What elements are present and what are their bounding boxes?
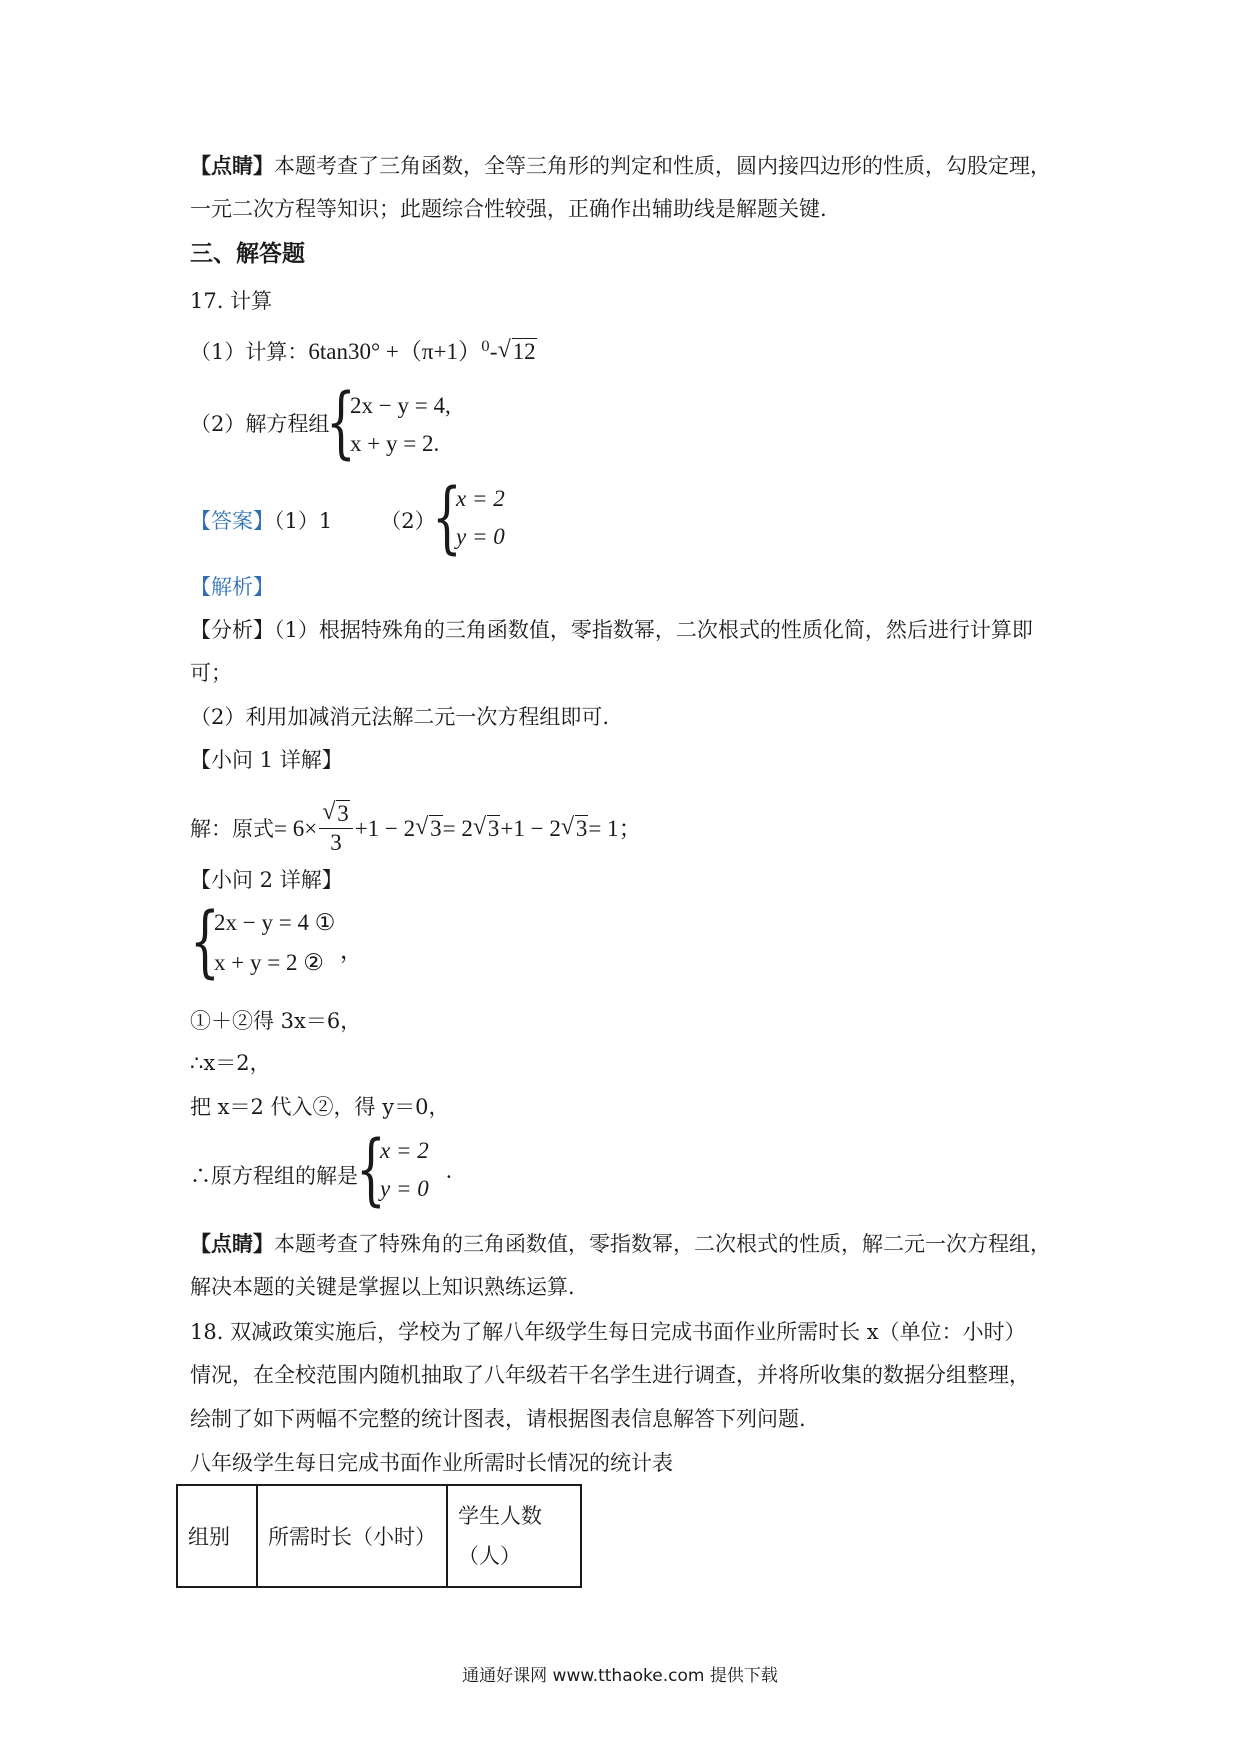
sub2-eq2: x + y = 2 ②: [214, 950, 324, 975]
q17-part1: [190, 333, 537, 366]
q18-line-2: 情况，在全校范围内随机抽取了八年级若干名学生进行调查，并将所收集的数据分组整理，: [190, 1363, 1030, 1387]
sub2-step-3: 把 x＝2 代入②，得 y＝0，: [190, 1095, 450, 1119]
brace-icon: {: [432, 473, 462, 563]
sub2-sol1: x = 2: [380, 1138, 429, 1163]
q17-eq2: x + y = 2.: [350, 431, 440, 456]
dianjing-tag: 【点睛】: [190, 153, 274, 178]
sub2-tag: 【小问 2 详解】: [190, 868, 343, 892]
sub2-step-4: ∴原方程组的解是: [190, 1164, 358, 1188]
answer-sol1: x = 2: [456, 486, 505, 511]
section-title: 三、解答题: [190, 241, 305, 267]
dianjing-1-text: 本题考查了三角函数，全等三角形的判定和性质，圆内接四边形的性质，勾股定理，: [274, 154, 1051, 178]
dianjing-2-line-2: 解决本题的关键是掌握以上知识熟练运算.: [190, 1275, 575, 1299]
sub1-tag: 【小问 1 详解】: [190, 748, 343, 772]
q17-part1-expr: 6tan30° +（π+1）: [308, 339, 481, 364]
sqrt-12: √ 12: [498, 338, 537, 366]
analysis-tag: 【解析】: [190, 575, 274, 599]
answer-tag: 【答案】: [190, 509, 274, 533]
q17-title: 17. 计算: [190, 289, 273, 313]
answer-system: [432, 473, 552, 563]
dianjing-1-line-2: 一元二次方程等知识；此题综合性较强，正确作出辅助线是解题关键.: [190, 197, 827, 221]
q17-eq1: 2x − y = 4,: [350, 393, 451, 418]
q18-table-caption: 八年级学生每日完成书面作业所需时长情况的统计表: [190, 1451, 673, 1475]
dianjing-1-line-1: [190, 152, 1051, 180]
fenxi-tag: 【分析】: [190, 618, 274, 642]
brace-icon: {: [356, 1125, 386, 1215]
fenxi-line-1: [190, 616, 1033, 644]
answer-sol2: y = 0: [456, 524, 505, 549]
fenxi-line-2: 可；: [190, 661, 232, 685]
q17-system: [326, 378, 526, 469]
q17-part1-exponent: 0: [480, 339, 490, 355]
dianjing-2-tag: 【点睛】: [190, 1231, 274, 1256]
sub2-eq1: 2x − y = 4 ①: [214, 910, 336, 935]
footer: 通通好课网 www.tthaoke.com 提供下载: [462, 1666, 778, 1686]
table-header-students: 学生人数 （人）: [447, 1485, 581, 1587]
q17-part2-prefix: （2）解方程组: [190, 412, 330, 436]
sub2-comma: ，: [340, 938, 363, 963]
stat-table: [176, 1484, 582, 1588]
brace-icon: {: [190, 897, 220, 987]
sub1-computation: 解：原式= 6× √ $\frac{3}{3}$ +1 − 2√ 3= 2√ 3+1 − 2√ 3= 1；: [190, 802, 642, 859]
sub2-sol2: y = 0: [380, 1176, 429, 1201]
table-header-group: 组别: [177, 1485, 257, 1587]
q18-line-1: 18. 双减政策实施后，学校为了解八年级学生每日完成书面作业所需时长 x（单位：小时）: [190, 1320, 1026, 1344]
dianjing-2-text: 本题考查了特殊角的三角函数值，零指数幂，二次根式的性质，解二元一次方程组，: [274, 1232, 1051, 1256]
answer-line: [190, 507, 436, 535]
answer-part1: （1）1: [274, 509, 333, 533]
sub2-step-2: ∴x＝2，: [190, 1051, 271, 1075]
sub2-solution-system: [356, 1125, 476, 1216]
table-header-duration: 所需时长（小时）: [257, 1485, 447, 1587]
dianjing-2-line-1: [190, 1230, 1051, 1258]
brace-icon: {: [326, 378, 356, 468]
q18-line-3: 绘制了如下两幅不完整的统计图表，请根据图表信息解答下列问题.: [190, 1407, 806, 1431]
sub2-step-1: ①＋②得 3x＝6，: [190, 1009, 362, 1033]
q17-part1-minus: -: [489, 339, 498, 364]
sub2-period: .: [446, 1158, 452, 1183]
fraction-sqrt3-over-3: √ $\frac{3}{3}$: [319, 800, 353, 857]
answer-part2-label: （2）: [380, 509, 436, 533]
fenxi-text-1: （1）根据特殊角的三角函数值，零指数幂，二次根式的性质化简，然后进行计算即: [274, 618, 1033, 642]
fenxi-line-3: （2）利用加减消元法解二元一次方程组即可.: [190, 705, 610, 729]
sub2-system: [190, 897, 390, 988]
q17-part1-prefix: （1）计算：: [190, 340, 309, 364]
sub1-prefix: 解：原式: [190, 817, 274, 841]
